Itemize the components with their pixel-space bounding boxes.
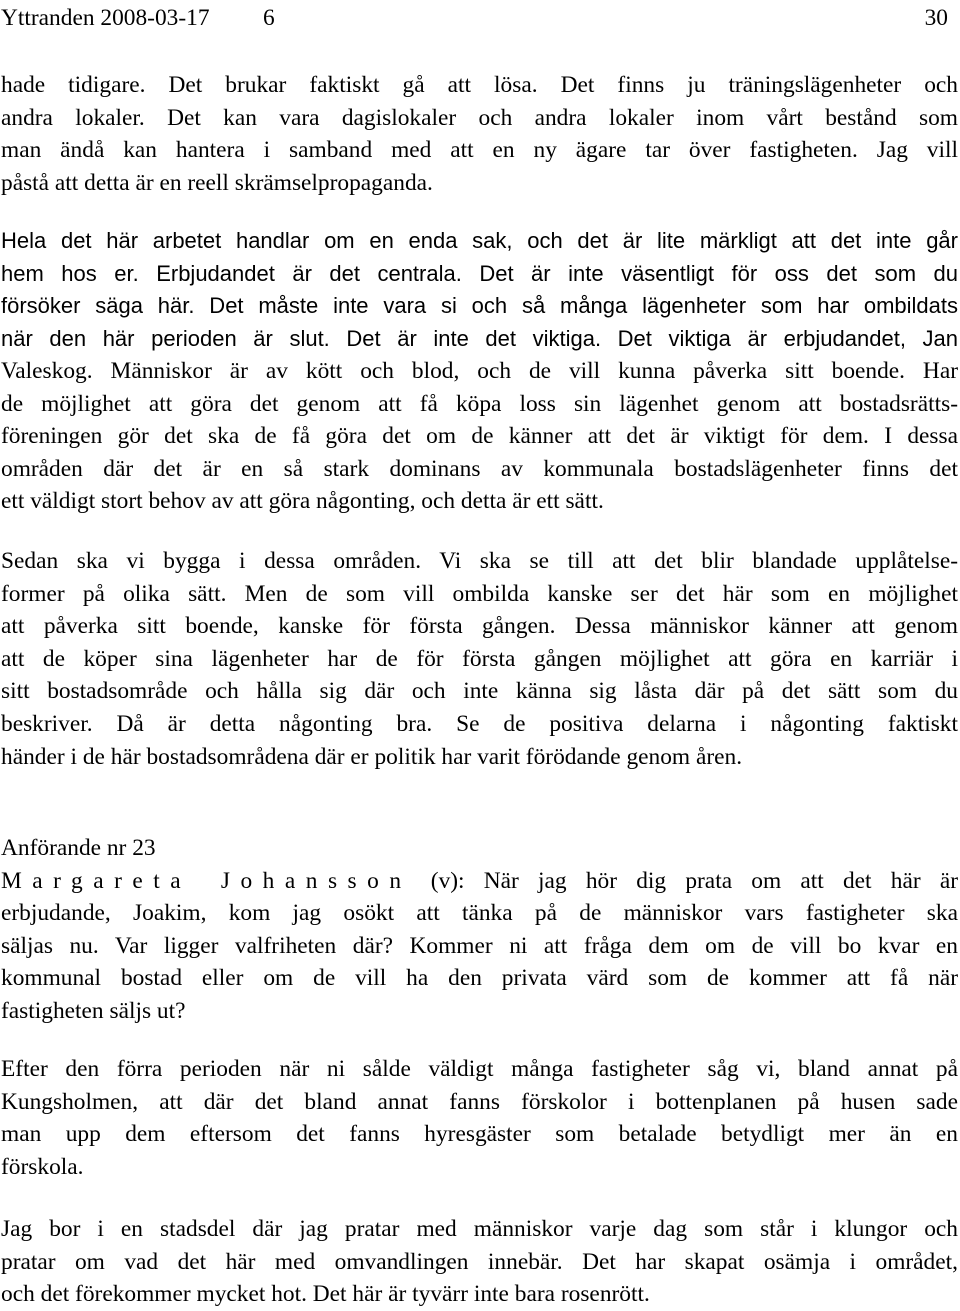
text-line: Efter den förra perioden när ni sålde väldigt många fastigheter såg vi, bland annat på xyxy=(1,1056,958,1082)
text-line: försöker säga här. Det måste inte vara si och så många lägenheter som har ombildats xyxy=(1,293,958,319)
text-line: erbjudande, Joakim, kom jag osökt att tänka på de människor vars fastigheter ska xyxy=(1,900,958,927)
speaker-name: Margareta Johansson xyxy=(1,867,412,894)
paragraph-2-continued xyxy=(1,355,958,518)
text-line: former på olika sätt. Men de som vill ombilda kanske ser det här som en möjlighet xyxy=(1,580,958,607)
text-line: när den här perioden är slut. Det är inte det viktiga. Det viktiga är erbjudandet, Jan xyxy=(1,325,958,351)
text-line: säljas nu. Var ligger valfriheten där? Kommer ni att fråga dem om de vill bo kvar en xyxy=(1,932,958,959)
text-line: man upp dem eftersom det fanns hyresgäster som betalade betydligt mer än en xyxy=(1,1121,958,1148)
text-line: områden där det är en så stark dominans av kommunala bostadslägenheter finns det xyxy=(1,455,958,482)
text-line: påstå att detta är en reell skrämselpropaganda. xyxy=(1,169,433,196)
text-line: sitt bostadsområde och hålla sig där och inte känna sig låsta där på det sätt som du xyxy=(1,678,958,705)
paragraph-1 xyxy=(1,69,958,199)
text-line: Sedan ska vi bygga i dessa områden. Vi ska se till att det blir blandade upplåtelse- xyxy=(1,548,958,574)
text-line: kommunal bostad eller om de vill ha den privata värd som de kommer att få när xyxy=(1,965,958,992)
text-line: hem hos er. Erbjudandet är det centrala. Det är inte väsentligt för oss det som du xyxy=(1,260,958,286)
text-line: hade tidigare. Det brukar faktiskt gå att lösa. Det finns ju träningslägenheter och xyxy=(1,72,958,98)
page-number: 30 xyxy=(924,5,948,31)
page-header xyxy=(1,2,948,34)
paragraph-6 xyxy=(1,1213,958,1311)
text-line: ett väldigt stort behov av att göra någonting, och detta är ett sätt. xyxy=(1,488,604,515)
paragraph-5 xyxy=(1,1053,958,1183)
text-line: att påverka sitt boende, kanske för första gången. Dessa människor känner att genom xyxy=(1,613,958,640)
text-line: man ändå kan hantera i samband med att en ny ägare tar över fastigheten. Jag vill xyxy=(1,137,958,164)
text-line: beskriver. Då är detta någonting bra. Se de positiva delarna i någonting faktiskt xyxy=(1,710,958,737)
speech-first-line xyxy=(1,865,958,898)
text-line: andra lokaler. Det kan vara dagislokaler och andra lokaler inom vårt bestånd som xyxy=(1,104,958,131)
text-line: Valeskog. Människor är av kött och blod, och de vill kunna påverka sitt boende. Har xyxy=(1,358,958,384)
text-line: fastigheten säljs ut? xyxy=(1,997,186,1024)
text-line: Hela det här arbetet handlar om en enda sak, och det är lite märkligt att det inte går xyxy=(1,228,958,253)
header-date: Yttranden 2008-03-17 xyxy=(1,5,210,31)
text-line: Jag bor i en stadsdel där jag pratar med människor varje dag som står i klungor och xyxy=(1,1216,958,1242)
speech-first-line-text: När jag hör dig prata om att det här är xyxy=(483,867,958,894)
text-line: de möjlighet att göra det genom att få köpa loss sin lägenhet genom att bostadsrätts- xyxy=(1,390,958,417)
paragraph-2 xyxy=(1,225,958,355)
speech-block xyxy=(1,832,958,1028)
text-line: att de köper sina lägenheter har de för första gången möjlighet att göra en karriär i xyxy=(1,645,958,672)
speech-heading: Anförande nr 23 xyxy=(1,835,156,861)
text-line: och det förekommer mycket hot. Det här är tyvärr inte bara rosenrött. xyxy=(1,1281,650,1308)
paragraph-3 xyxy=(1,545,958,773)
speaker-party: (v): xyxy=(430,867,465,894)
text-line: händer i de här bostadsområdena där er politik har varit förödande genom åren. xyxy=(1,743,743,770)
text-line: förskola. xyxy=(1,1153,84,1180)
text-line: pratar om vad det här med omvandlingen innebär. Det har skapat osämja i området, xyxy=(1,1248,958,1275)
header-section-number: 6 xyxy=(263,5,275,31)
text-line: Kungsholmen, att där det bland annat fanns förskolor i bottenplanen på husen sade xyxy=(1,1088,958,1115)
text-line: föreningen gör det ska de få göra det om de känner att det är viktigt för dem. I dessa xyxy=(1,423,958,450)
